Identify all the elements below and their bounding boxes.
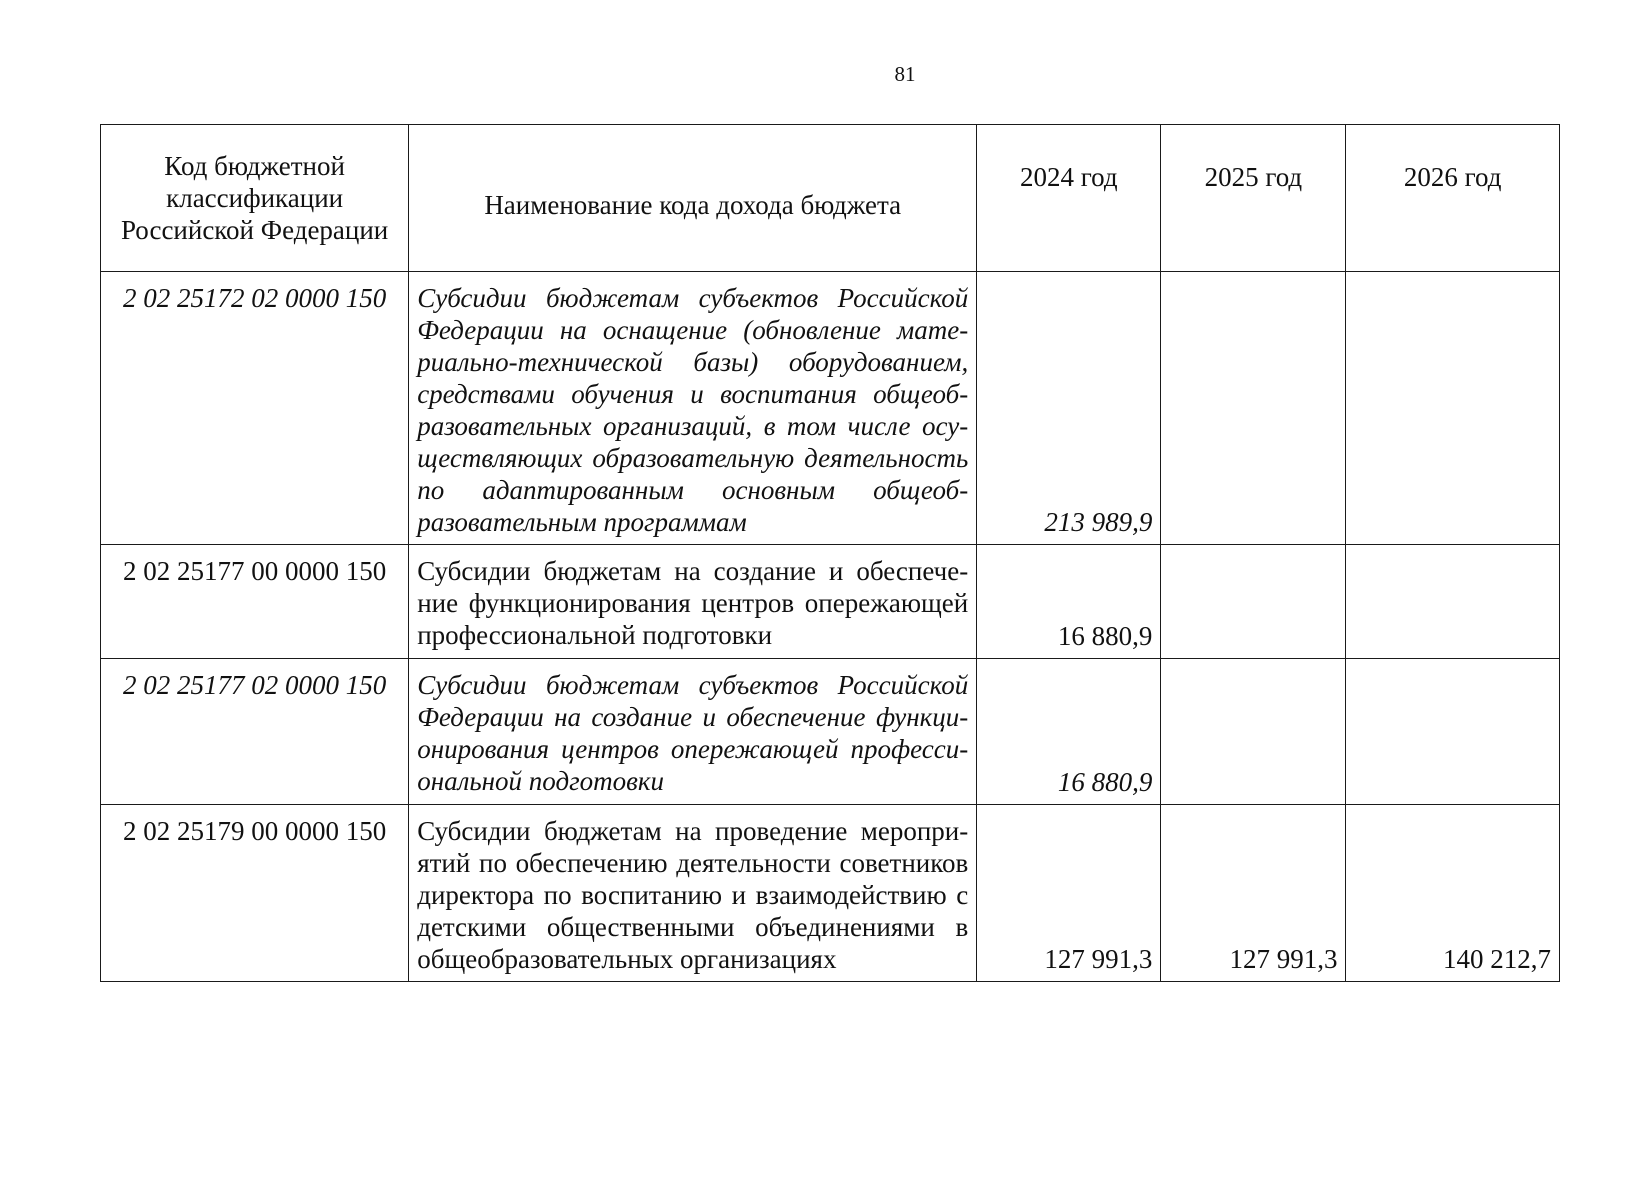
row-value-2026: [1346, 545, 1560, 659]
table-header-row: [101, 125, 1560, 272]
row-code: 2 02 25172 02 0000 150: [101, 272, 409, 545]
row-name: Субсидии бюджетам субъектов Российской Федерации на создание и обеспечение функционирования центров опережающей профессиональной подготовки: [409, 659, 977, 805]
row-value-2026: [1346, 659, 1560, 805]
page-number: 81: [894, 62, 916, 86]
header-2024: 2024 год: [977, 125, 1161, 272]
row-code: 2 02 25179 00 0000 150: [101, 805, 409, 982]
table-row: [101, 805, 1560, 982]
row-name: Субсидии бюджетам на проведение мероприятий по обеспечению деятельности советников директора по воспитанию и взаимодействию с детскими общественными объединениями в общеобразовательных организациях: [409, 805, 977, 982]
row-value-2025: [1161, 659, 1346, 805]
table-row: [101, 545, 1560, 659]
row-code: 2 02 25177 00 0000 150: [101, 545, 409, 659]
budget-income-table: [100, 124, 1560, 982]
header-name: Наименование кода дохода бюджета: [409, 125, 977, 272]
header-code: Код бюджетной классификации Российской Федерации: [101, 125, 409, 272]
row-value-2026: [1346, 272, 1560, 545]
header-2026: 2026 год: [1346, 125, 1560, 272]
row-value-2024: 16 880,9: [977, 545, 1161, 659]
row-value-2024: 16 880,9: [977, 659, 1161, 805]
row-value-2024: 127 991,3: [977, 805, 1161, 982]
row-value-2025: 127 991,3: [1161, 805, 1346, 982]
row-name: Субсидии бюджетам на создание и обеспечение функционирования центров опережающей профессиональной подготовки: [409, 545, 977, 659]
row-value-2025: [1161, 545, 1346, 659]
header-2025: 2025 год: [1161, 125, 1346, 272]
row-value-2024: 213 989,9: [977, 272, 1161, 545]
row-value-2026: 140 212,7: [1346, 805, 1560, 982]
row-value-2025: [1161, 272, 1346, 545]
row-code: 2 02 25177 02 0000 150: [101, 659, 409, 805]
table-row: [101, 272, 1560, 545]
table-row: [101, 659, 1560, 805]
row-name: Субсидии бюджетам субъектов Российской Федерации на оснащение (обновление материально-технической базы) оборудованием, средствами обучения и воспитания общеобразовательных организаций, в том числе осуществляющих образовательную деятельность по адаптированным основным общеобразовательным программам: [409, 272, 977, 545]
